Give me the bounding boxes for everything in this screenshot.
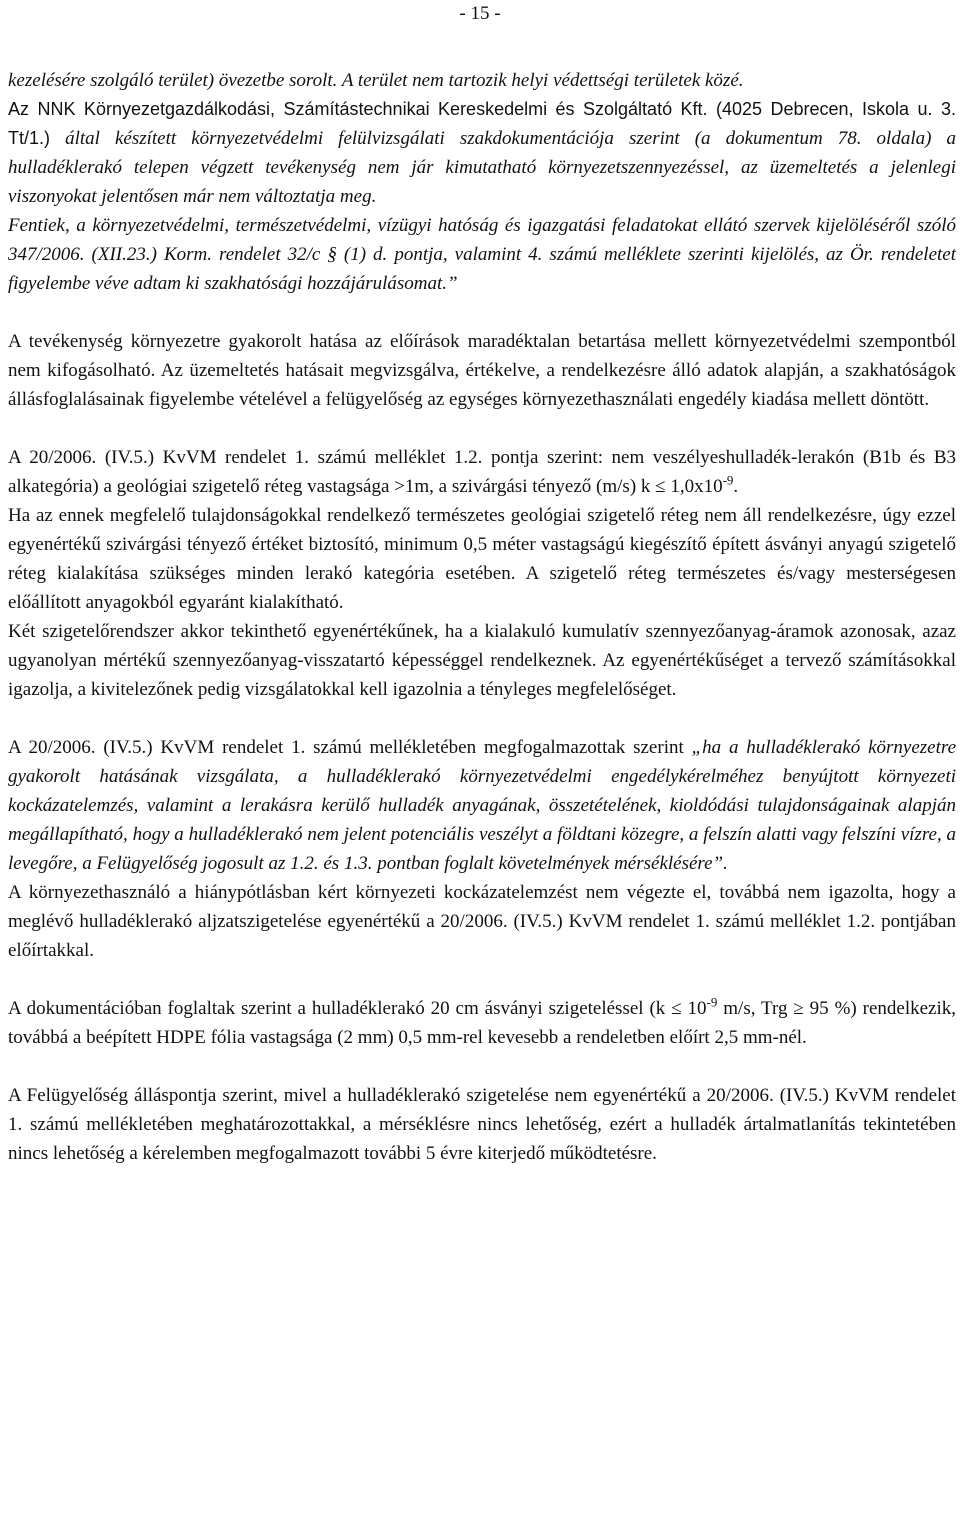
paragraph-annex-quote [8, 733, 956, 878]
document-body [8, 66, 956, 1168]
regulation-text-end: . [733, 476, 739, 497]
paragraph-regulation-requirement [8, 443, 956, 501]
paragraph-zoning: kezelésére szolgáló terület) övezetbe sorolt. A terület nem tartozik helyi védettségi területek közé. [8, 70, 744, 91]
paragraph-documentation-findings [8, 994, 956, 1052]
paragraph-decision: A tevékenység környezetre gyakorolt hatása az előírások maradéktalan betartása mellett környezetvédelmi szempontból nem kifogásolható. Az üzemeltetés hatásait megvizsgálva, értékelve, a rendelkezésre álló adatok alapján, a szakhatóságok állásfoglalásainak figyelembe vételével a felügyelőség az egységes környezethasználati engedély kiadása mellett döntött. [8, 331, 956, 410]
paragraph-authority-basis: Fentiek, a környezetvédelmi, természetvédelmi, vízügyi hatóság és igazgatási feladatokat ellátó szervek kijelöléséről szóló 347/2006. (XII.23.) Korm. rendelet 32/c § (1) d. pontja, valamint 4. számú melléklete szerinti kijelölés, az Ör. rendeletet figyelembe véve adtam ki szakhatósági hozzájárulásomat.” [8, 215, 956, 294]
company-reference: Az NNK Környezetgazdálkodási, Számítástechnikai Kereskedelmi és Szolgáltató Kft. (4025 Debrecen, Iskola u. 3. Tt/1.) [8, 99, 956, 148]
annex-intro: A 20/2006. (IV.5.) KvVM rendelet 1. számú mellékletében megfogalmazottak szerint [8, 737, 692, 758]
exponent: -9 [706, 994, 718, 1010]
paragraph-authority-position: A Felügyelőség álláspontja szerint, mivel a hulladéklerakó szigetelése nem egyenértékű a 20/2006. (IV.5.) KvVM rendelet 1. számú mellékletében meghatározottakkal, a mérséklésre nincs lehetőség, ezért a hulladék ártalmatlanítás tekintetében nincs lehetőség a kérelemben megfogalmazott további 5 évre kiterjedő működtetésre. [8, 1085, 956, 1164]
documentation-text-end: m/s, Trg ≥ 95 %) rendelkezik, továbbá a beépített HDPE fólia vastagsága (2 mm) 0,5 mm-rel kevesebb a rendeletben előírt 2,5 mm-nél. [8, 998, 957, 1048]
paragraph-missing-analysis: A környezethasználó a hiánypótlásban kért környezeti kockázatelemzést nem végezte el, továbbá nem igazolta, hogy a meglévő hulladéklerakó aljzatszigetelése egyenértékű a 20/2006. (IV.5.) KvVM rendelet 1. számú melléklet 1.2. pontjában előírtakkal. [8, 882, 956, 961]
paragraph-alternative-layer: Ha az ennek megfelelő tulajdonságokkal rendelkező természetes geológiai szigetelő réteg nem áll rendelkezésre, úgy ezzel egyenértékű szivárgási tényező értéket biztosító, minimum 0,5 méter vastagságú kiegészítő épített ásványi anyagú szigetelő réteg kialakítása szükséges minden lerakó kategória esetében. A szigetelő réteg természetes és/vagy mesterségesen előállított anyagokból egyaránt kialakítható. [8, 505, 956, 613]
annex-quote: „ha a hulladéklerakó környezetre gyakorolt hatásának vizsgálata, a hulladéklerakó környezetvédelmi engedélykérelméhez benyújtott környezeti kockázatelemzés, valamint a lerakásra kerülő hulladék anyagának, összetételének, kioldódási tulajdonságainak alapján megállapítható, hogy a hulladéklerakó nem jelent potenciális veszélyt a földtani közegre, a felszín alatti vagy felszíni vízre, a levegőre, a Felügyelőség jogosult az 1.2. és 1.3. pontban foglalt követelmények mérséklésére”. [8, 737, 956, 874]
documentation-text: A dokumentációban foglaltak szerint a hulladéklerakó 20 cm ásványi szigeteléssel (k ≤ 10 [8, 998, 707, 1019]
regulation-text: A 20/2006. (IV.5.) KvVM rendelet 1. számú melléklet 1.2. pontja szerint: nem veszélyeshulladék-lerakón (B1b és B3 alkategória) a geológiai szigetelő réteg vastagsága >1m, a szivárgási tényező (m/s) k ≤ 1,0x10 [8, 447, 956, 497]
exponent: -9 [722, 472, 734, 488]
paragraph-equivalence: Két szigetelőrendszer akkor tekinthető egyenértékűnek, ha a kialakuló kumulatív szennyezőanyag-áramok azonosak, azaz ugyanolyan mértékű szennyezőanyag-visszatartó képességgel rendelkeznek. Az egyenértékűséget a tervező számításokkal igazolja, a kivitelezőnek pedig vizsgálatokkal kell igazolnia a tényleges megfelelőséget. [8, 621, 956, 700]
page-number: - 15 - [459, 3, 501, 24]
paragraph-review-doc [8, 95, 956, 211]
review-finding: által készített környezetvédelmi felülvizsgálati szakdokumentációja szerint (a dokumentum 78. oldala) a hulladéklerakó telepen végzett tevékenység nem jár kimutatható környezetszennyezéssel, az üzemeltetés a jelenlegi viszonyokat jelentősen már nem változtatja meg. [8, 128, 956, 207]
